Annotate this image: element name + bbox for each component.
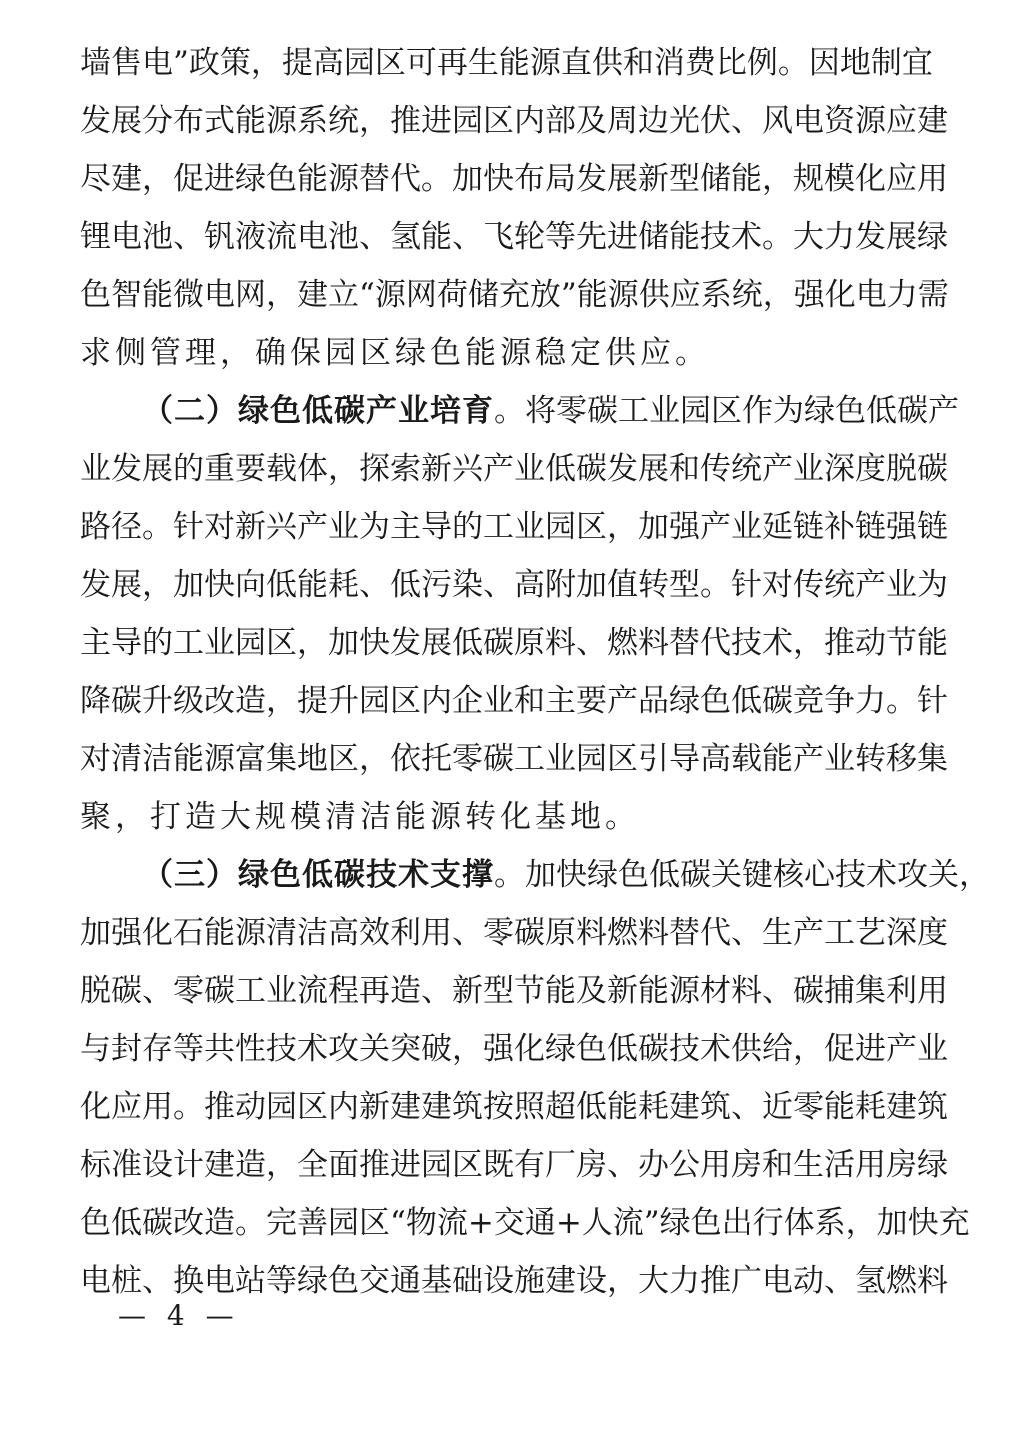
paragraph-line: 标准设计建造，全面推进园区既有厂房、办公用房和生活用房绿	[80, 1147, 948, 1183]
paragraph-line: 聚，打造大规模清洁能源转化基地。	[80, 799, 640, 835]
paragraph-line: 墙售电”政策，提高园区可再生能源直供和消费比例。因地制宜	[80, 45, 933, 81]
paragraph-line: 锂电池、钒液流电池、氢能、飞轮等先进储能技术。大力发展绿	[80, 219, 948, 255]
paragraph-line: 与封存等共性技术攻关突破，强化绿色低碳技术供给，促进产业	[80, 1031, 948, 1067]
document-body	[80, 34, 990, 1310]
paragraph-line-rest: 。将零碳工业园区作为绿色低碳产	[494, 393, 959, 429]
section-heading: （三）绿色低碳技术支撑	[142, 857, 494, 893]
paragraph-line: 降碳升级改造，提升园区内企业和主要产品绿色低碳竞争力。针	[80, 683, 948, 719]
paragraph-line-rest: 。加快绿色低碳关键核心技术攻关，	[494, 857, 990, 893]
paragraph-line: 脱碳、零碳工业流程再造、新型节能及新能源材料、碳捕集利用	[80, 973, 948, 1009]
paragraph-line: 发展，加快向低能耗、低污染、高附加值转型。针对传统产业为	[80, 567, 948, 603]
paragraph-line: 加强化石能源清洁高效利用、零碳原料燃料替代、生产工艺深度	[80, 915, 948, 951]
paragraph-line: 尽建，促进绿色能源替代。加快布局发展新型储能，规模化应用	[80, 161, 948, 197]
paragraph-first-line	[80, 846, 990, 904]
paragraph-line: 求侧管理，确保园区绿色能源稳定供应。	[80, 335, 710, 371]
paragraph-1	[80, 34, 949, 382]
paragraph-line: 业发展的重要载体，探索新兴产业低碳发展和传统产业深度脱碳	[80, 451, 948, 487]
paragraph-line: 色低碳改造。完善园区“物流+交通+人流”绿色出行体系，加快充	[80, 1205, 970, 1241]
paragraph-line: 对清洁能源富集地区，依托零碳工业园区引导高载能产业转移集	[80, 741, 948, 777]
paragraph-line: 路径。针对新兴产业为主导的工业园区，加强产业延链补链强链	[80, 509, 948, 545]
paragraph-3	[80, 846, 990, 1310]
paragraph-line: 化应用。推动园区内新建建筑按照超低能耗建筑、近零能耗建筑	[80, 1089, 948, 1125]
paragraph-2	[80, 382, 959, 846]
paragraph-line: 电桩、换电站等绿色交通基础设施建设，大力推广电动、氢燃料	[80, 1263, 948, 1299]
paragraph-first-line	[80, 382, 959, 440]
paragraph-line: 发展分布式能源系统，推进园区内部及周边光伏、风电资源应建	[80, 103, 948, 139]
section-heading: （二）绿色低碳产业培育	[142, 393, 494, 429]
paragraph-line: 主导的工业园区，加快发展低碳原料、燃料替代技术，推动节能	[80, 625, 948, 661]
page-number: — 4 —	[118, 1299, 240, 1332]
paragraph-line: 色智能微电网，建立“源网荷储充放”能源供应系统，强化电力需	[80, 277, 949, 313]
